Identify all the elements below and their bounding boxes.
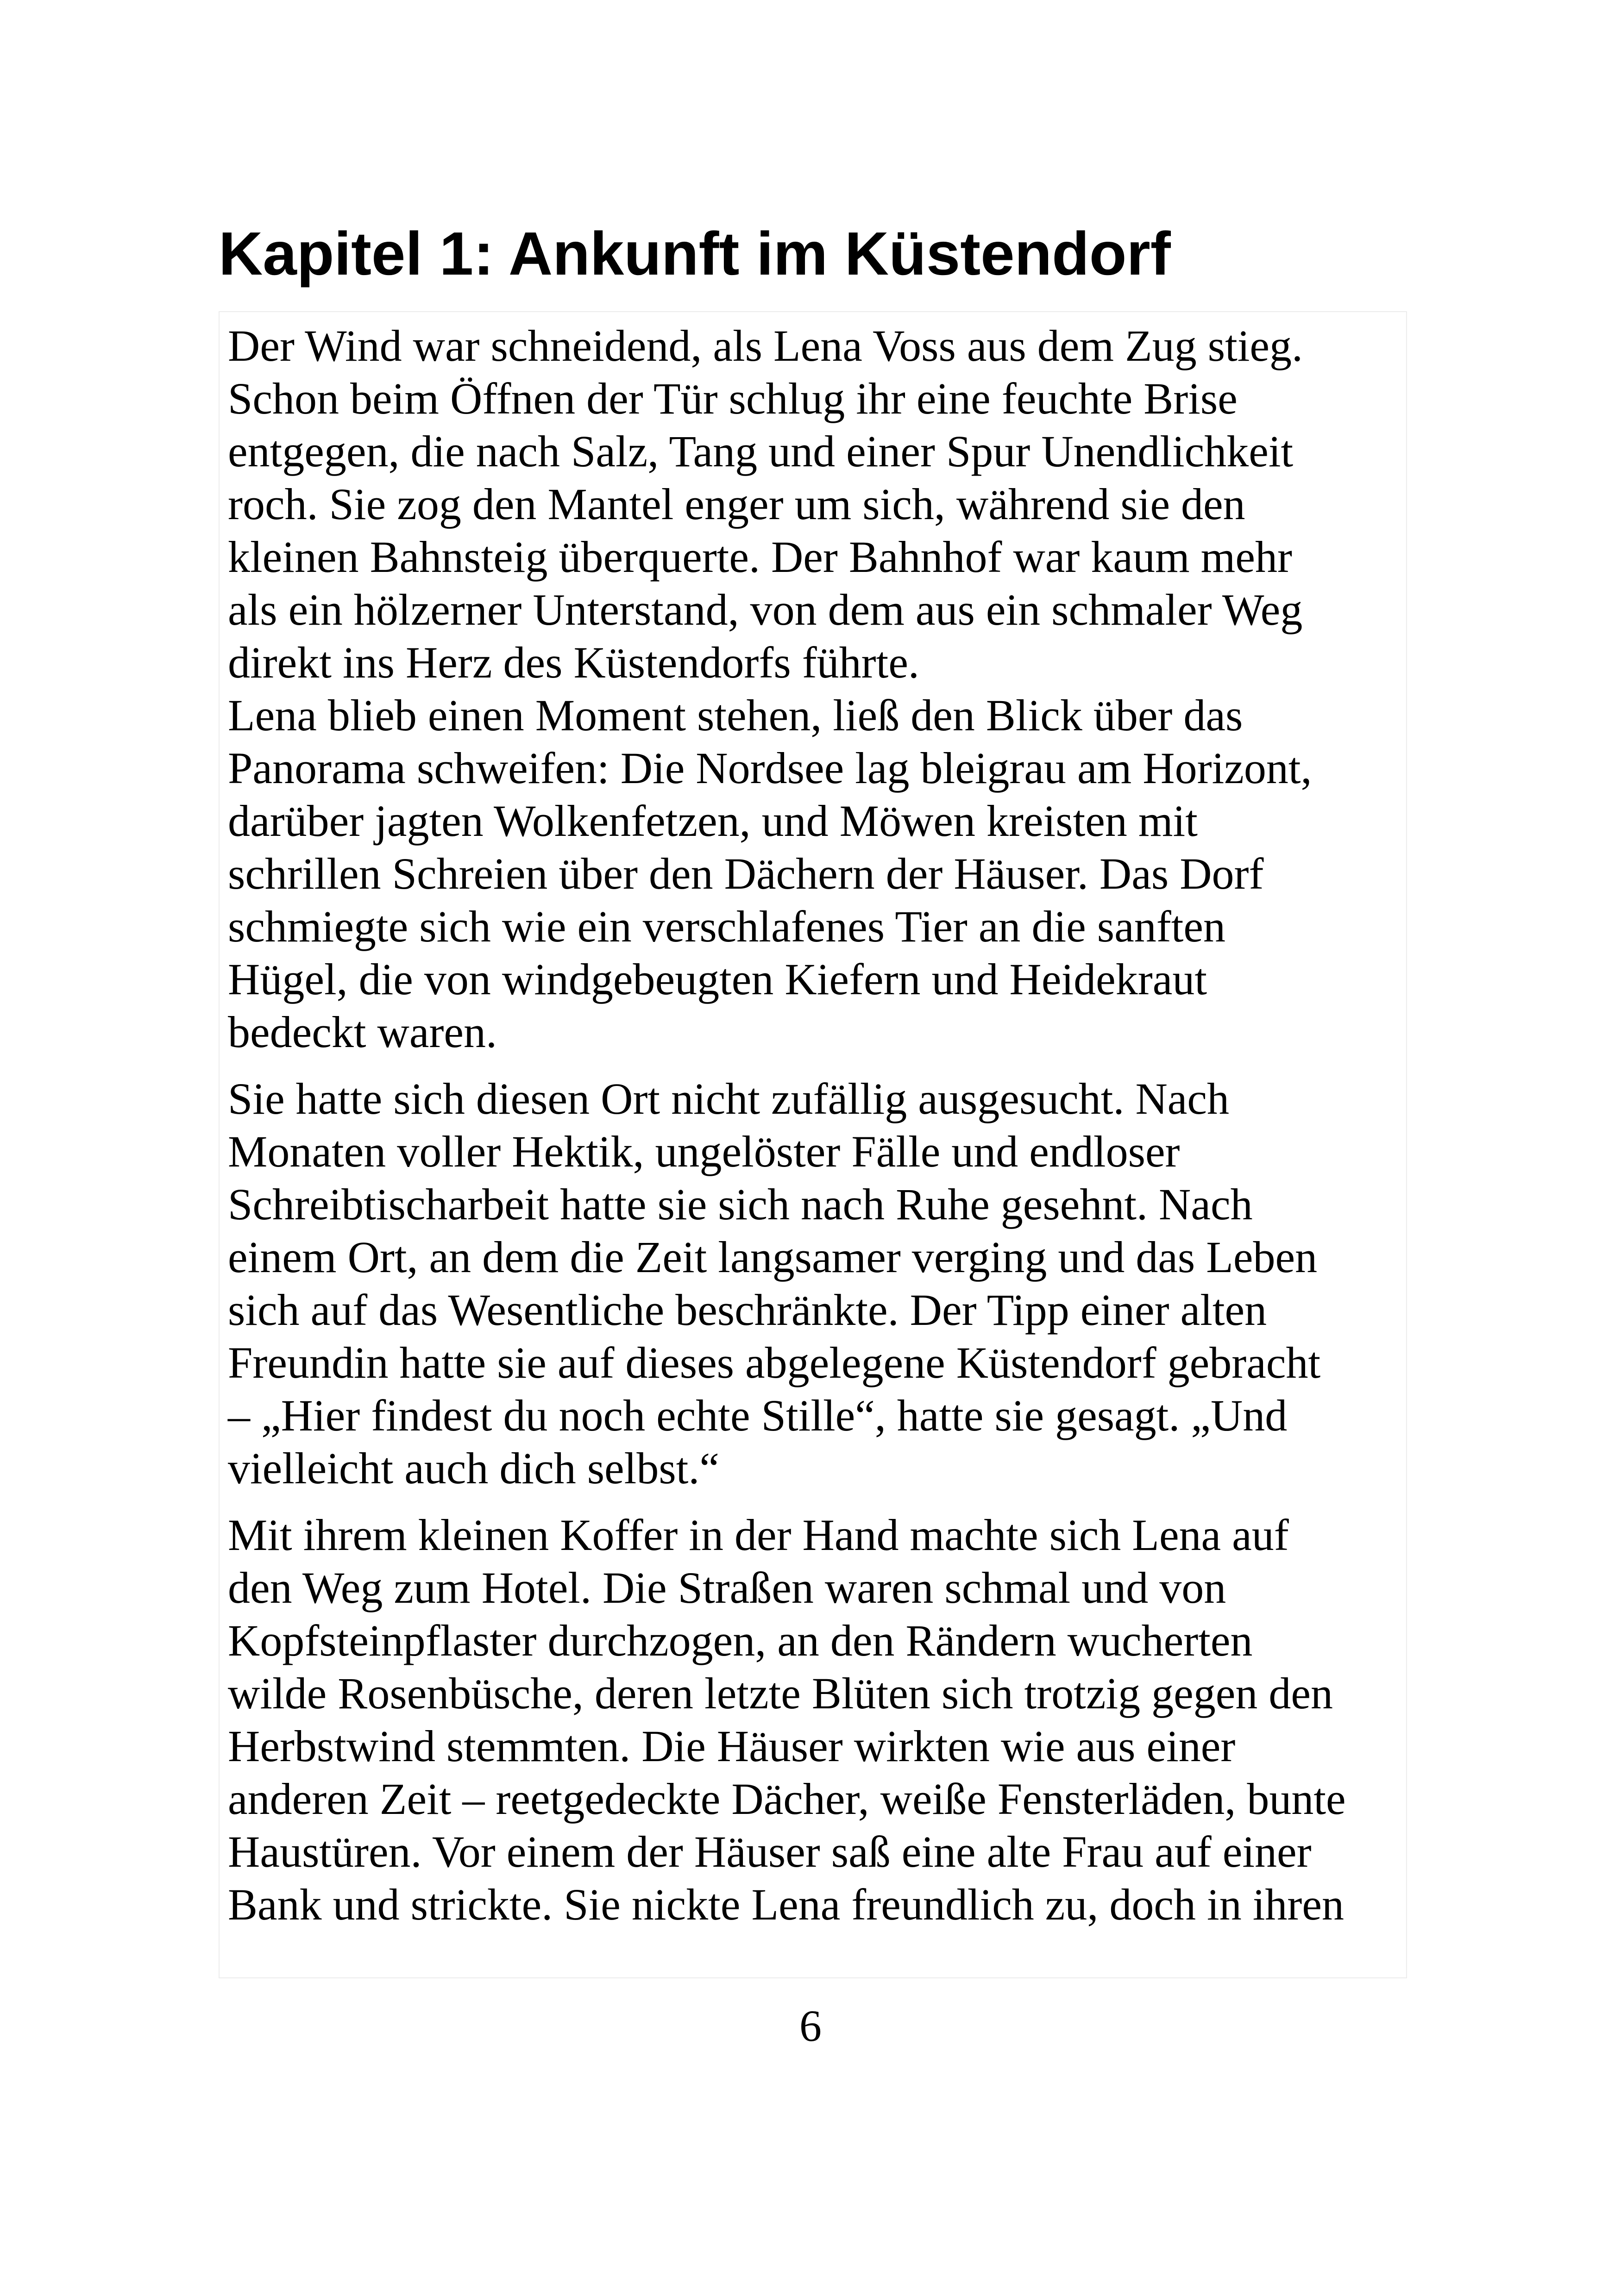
text-line: Lena blieb einen Moment stehen, ließ den Blick über das bbox=[228, 690, 1243, 740]
text-line: Haustüren. Vor einem der Häuser saß eine alte Frau auf einer bbox=[228, 1827, 1312, 1876]
text-line: Kopfsteinpflaster durchzogen, an den Rändern wucherten bbox=[228, 1616, 1253, 1665]
text-line: roch. Sie zog den Mantel enger um sich, während sie den bbox=[228, 479, 1245, 529]
text-line: Schon beim Öffnen der Tür schlug ihr eine feuchte Brise bbox=[228, 374, 1238, 423]
text-line: Bank und strickte. Sie nickte Lena freundlich zu, doch in ihren bbox=[228, 1880, 1344, 1929]
text-line: Hügel, die von windgebeugten Kiefern und Heidekraut bbox=[228, 954, 1207, 1004]
paragraph bbox=[228, 689, 1406, 1059]
text-line: einem Ort, an dem die Zeit langsamer verging und das Leben bbox=[228, 1232, 1318, 1282]
page-number: 6 bbox=[799, 2001, 822, 2051]
text-line: schrillen Schreien über den Dächern der Häuser. Das Dorf bbox=[228, 849, 1264, 898]
paragraph bbox=[228, 1073, 1406, 1495]
text-line: kleinen Bahnsteig überquerte. Der Bahnhof war kaum mehr bbox=[228, 532, 1292, 582]
text-line: Panorama schweifen: Die Nordsee lag bleigrau am Horizont, bbox=[228, 743, 1312, 793]
text-line: – „Hier findest du noch echte Stille“, hatte sie gesagt. „Und bbox=[228, 1391, 1288, 1440]
text-line: Der Wind war schneidend, als Lena Voss aus dem Zug stieg. bbox=[228, 321, 1303, 370]
text-line: Schreibtischarbeit hatte sie sich nach Ruhe gesehnt. Nach bbox=[228, 1179, 1253, 1229]
text-line: Mit ihrem kleinen Koffer in der Hand machte sich Lena auf bbox=[228, 1510, 1289, 1560]
body-text-frame bbox=[219, 311, 1407, 1978]
text-line: Sie hatte sich diesen Ort nicht zufällig ausgesucht. Nach bbox=[228, 1074, 1230, 1123]
text-line: als ein hölzerner Unterstand, von dem aus ein schmaler Weg bbox=[228, 585, 1303, 634]
text-line: bedeckt waren. bbox=[228, 1007, 497, 1057]
text-line: den Weg zum Hotel. Die Straßen waren schmal und von bbox=[228, 1563, 1226, 1612]
text-line: anderen Zeit – reetgedeckte Dächer, weiße Fensterläden, bunte bbox=[228, 1774, 1346, 1824]
text-line: direkt ins Herz des Küstendorfs führte. bbox=[228, 638, 919, 687]
text-line: darüber jagten Wolkenfetzen, und Möwen kreisten mit bbox=[228, 796, 1198, 846]
chapter-title: Kapitel 1: Ankunft im Küstendorf bbox=[219, 220, 1171, 288]
text-line: Freundin hatte sie auf dieses abgelegene Küstendorf gebracht bbox=[228, 1338, 1321, 1387]
paragraph bbox=[228, 320, 1406, 689]
text-line: Monaten voller Hektik, ungelöster Fälle und endloser bbox=[228, 1127, 1180, 1176]
text-line: entgegen, die nach Salz, Tang und einer Spur Unendlichkeit bbox=[228, 427, 1294, 476]
paragraph bbox=[228, 1509, 1406, 1931]
text-line: schmiegte sich wie ein verschlafenes Tier an die sanften bbox=[228, 902, 1225, 951]
text-line: wilde Rosenbüsche, deren letzte Blüten sich trotzig gegen den bbox=[228, 1669, 1333, 1718]
text-line: sich auf das Wesentliche beschränkte. Der Tipp einer alten bbox=[228, 1285, 1267, 1335]
text-line: vielleicht auch dich selbst.“ bbox=[228, 1443, 719, 1493]
text-line: Herbstwind stemmten. Die Häuser wirkten wie aus einer bbox=[228, 1721, 1236, 1771]
